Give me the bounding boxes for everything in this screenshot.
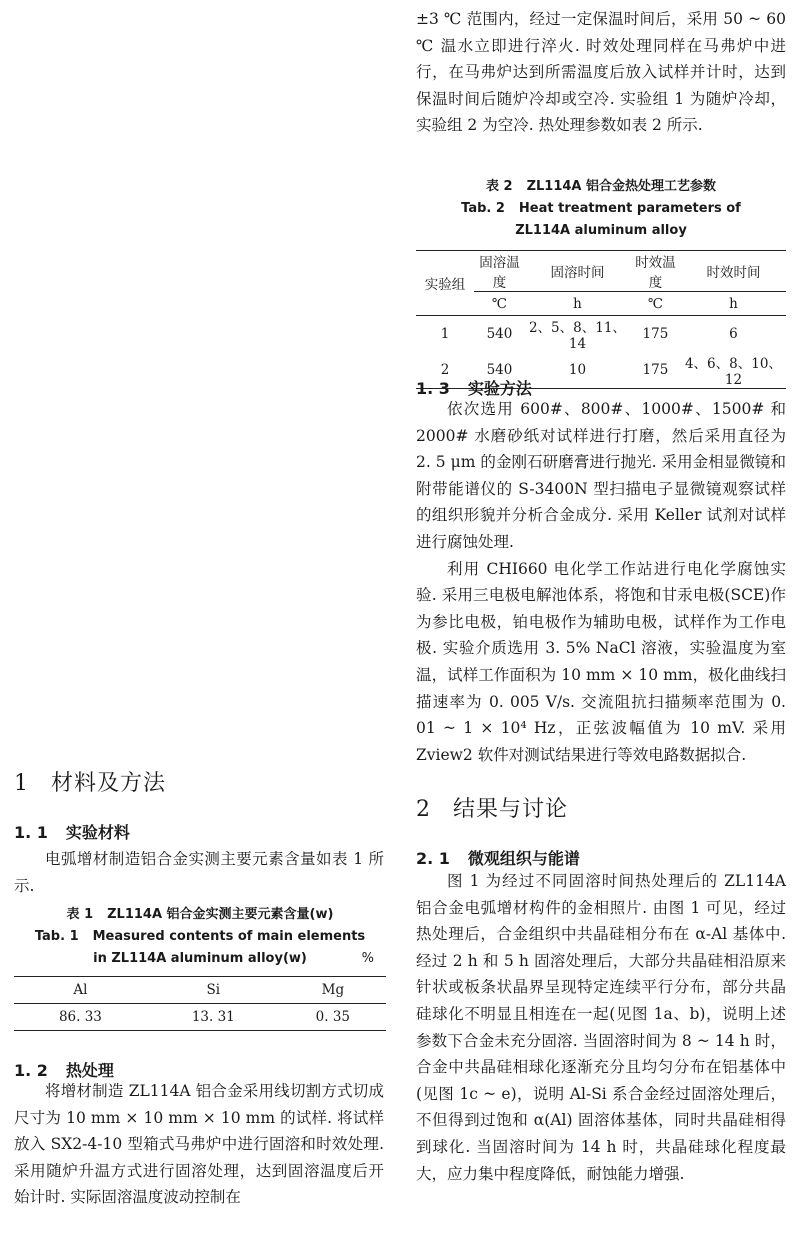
table-header-row [416, 251, 786, 292]
table-cell: 175 [642, 326, 669, 342]
section-1-3-paragraph-1: 依次选用 600#、800#、1000#、1500# 和 2000# 水磨砂纸对试样进行打磨，然后采用直径为 2. 5 μm 的金刚石研磨膏进行抛光. 采用金相显微镜和附带能谱仪的 S-3400N 型扫描电子显微镜观察试样的组织形貌并分析合金成分. 采用 Keller 试剂对试样进行腐蚀处理. [416, 400, 786, 551]
table-1-caption-en-line2 [14, 948, 386, 970]
table-2-caption-en [416, 198, 786, 220]
table-cell: 86. 33 [58, 1009, 102, 1025]
column-header: 时效温度 [635, 255, 676, 291]
table-2-caption-en-line2 [416, 220, 786, 242]
table-2 [416, 176, 786, 389]
column-unit: h [681, 292, 786, 316]
column-header: Si [206, 982, 221, 998]
caption-text: ZL114A aluminum alloy [515, 223, 687, 238]
section-number: 2. 1 [416, 849, 450, 868]
table-1-caption-cn [14, 904, 386, 926]
table-unit: % [361, 951, 374, 966]
column-header: Mg [321, 982, 345, 998]
table-cell: 4、6、8、10、12 [684, 356, 782, 388]
table-1-caption-en [14, 926, 386, 948]
caption-text: Measured contents of main elements [92, 929, 366, 944]
table-1 [14, 904, 386, 1031]
column-unit: ℃ [474, 292, 525, 316]
column-header: 时效时间 [706, 265, 761, 281]
table-cell: 2、5、8、11、14 [528, 320, 626, 352]
section-2-1-paragraph: 图 1 为经过不同固溶时间热处理后的 ZL114A 铝合金电弧增材构件的金相照片. 由图 1 可见，经过热处理后，合金组织中共晶硅相分布在 α-Al 基体中. 经过 2 h 和 5 h 固溶处理后，大部分共晶硅相沿原来针状或板条状晶界呈现特定连续平行分布，部分共晶硅球化不明显且相连在一起(见图 1a、b)，说明上述参数下合金未充分固溶. 当固溶时间为 8 ~ 14 h 时，合金中共晶硅相球化逐渐充分且均匀分布在铝基体中(见图 1c ~ e)，说明 Al-Si 系合金经过固溶处理后，不但得到过饱和 α(Al) 固溶体基体，同时共晶硅相得到球化. 当固溶时间为 14 h 时，共晶硅球化程度最大，应力集中程度降低，耐蚀能力增强. [416, 872, 786, 1183]
table-cell: 0. 35 [315, 1009, 351, 1025]
column-header: 固溶温度 [479, 255, 520, 291]
section-1-1-heading [14, 820, 130, 843]
caption-number: 表 1 [66, 907, 94, 922]
section-title: 微观组织与能谱 [467, 849, 580, 868]
section-number: 1. 2 [14, 1061, 48, 1080]
table-row [14, 1004, 386, 1031]
section-number: 1. 1 [14, 823, 48, 842]
table-2-caption-cn [416, 176, 786, 198]
section-title: 材料及方法 [51, 771, 167, 796]
caption-text: ZL114A 铝合金热处理工艺参数 [526, 179, 716, 194]
section-1-2-paragraph: 将增材制造 ZL114A 铝合金采用线切割方式切成尺寸为 10 mm × 10 mm × 10 mm 的试样. 将试样放入 SX2-4-10 型箱式马弗炉中进行固溶和时效处理. 采用随炉升温方式进行固溶处理，达到固溶温度后开始计时. 实际固溶温度波动控制在 [14, 1082, 384, 1207]
section-title: 实验方法 [467, 379, 532, 398]
section-number: 2 [416, 797, 431, 822]
table-cell: 6 [729, 326, 738, 342]
column-header: 固溶时间 [550, 265, 605, 281]
table-2-grid [416, 250, 786, 389]
table-cell: 1 [440, 326, 450, 342]
caption-number: 表 2 [485, 179, 513, 194]
table-1-grid [14, 976, 386, 1031]
table-header-row [14, 977, 386, 1004]
caption-number: Tab. 1 [34, 929, 79, 944]
column-unit: ℃ [630, 292, 681, 316]
section-title: 热处理 [65, 1061, 114, 1080]
section-1-heading [14, 766, 166, 797]
section-title: 实验材料 [65, 823, 130, 842]
section-number: 1 [14, 771, 29, 796]
section-2-heading [416, 792, 568, 823]
caption-text: Heat treatment parameters of [518, 201, 741, 216]
caption-text: in ZL114A aluminum alloy(w) [93, 951, 307, 966]
section-2-1-heading [416, 846, 580, 869]
section-title: 结果与讨论 [453, 797, 569, 822]
column-header: 实验组 [424, 277, 466, 293]
table-cell: 13. 31 [191, 1009, 235, 1025]
section-1-1-paragraph: 电弧增材制造铝合金实测主要元素含量如表 1 所示. [14, 850, 384, 895]
section-number: 1. 3 [416, 379, 450, 398]
table-cell: 10 [568, 362, 587, 378]
table-cell: 540 [486, 362, 513, 378]
caption-number: Tab. 2 [461, 201, 505, 216]
continued-paragraph: ±3 ℃ 范围内，经过一定保温时间后，采用 50 ~ 60 ℃ 温水立即进行淬火. 时效处理同样在马弗炉中进行，在马弗炉达到所需温度后放入试样并计时，达到保温时间后随炉冷却或空冷. 实验组 1 为随炉冷却，实验组 2 为空冷. 热处理参数如表 2 所示. [416, 10, 786, 135]
column-header: Al [73, 982, 88, 998]
caption-text: ZL114A 铝合金实测主要元素含量(w) [107, 907, 334, 922]
section-1-3-paragraph-2: 利用 CHI660 电化学工作站进行电化学腐蚀实验. 采用三电极电解池体系，将饱和甘汞电极(SCE)作为参比电极，铂电极作为辅助电极，试样作为工作电极. 实验介质选用 3. 5% NaCl 溶液，实验温度为室温，试样工作面积为 10 mm × 10 mm，极化曲线扫描速率为 0. 005 V/s. 交流阻抗扫描频率范围为 0. 01 ~ 1 × 10⁴ Hz，正弦波幅值为 10 mV. 采用 Zview2 软件对测试结果进行等效电路数据拟合. [416, 559, 786, 764]
table-cell: 2 [440, 362, 450, 378]
table-cell: 540 [486, 326, 513, 342]
table-cell: 175 [642, 362, 669, 378]
column-unit: h [525, 292, 630, 316]
table-row [416, 316, 786, 353]
